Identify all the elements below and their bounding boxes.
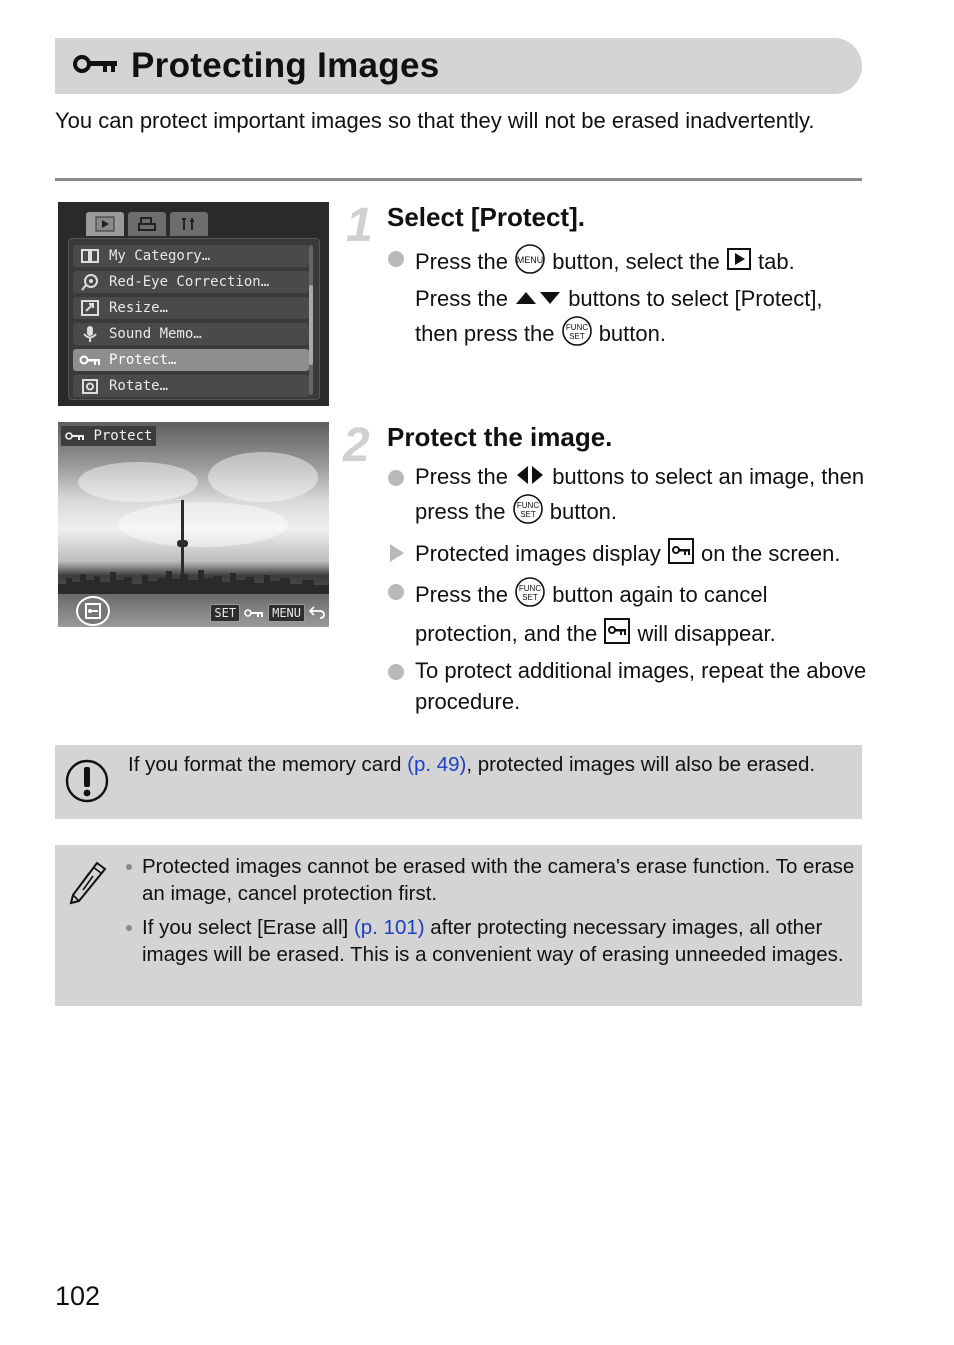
func-set-button-icon [514, 576, 546, 617]
menu-list [68, 238, 320, 400]
svg-text:FUNC: FUNC [518, 584, 542, 594]
red-eye-icon [79, 273, 101, 291]
divider [55, 178, 862, 181]
page-link[interactable]: (p. 101) [353, 916, 425, 939]
memo-item [125, 853, 855, 907]
memo-text: Protected images cannot be erased with the camera's erase function. To erase an image, cancel protection first. [142, 855, 855, 905]
instruction-item [387, 656, 867, 717]
my-category-icon [79, 247, 101, 265]
playback-tab-icon [86, 212, 124, 236]
instruction-text: Press the [415, 582, 508, 608]
instruction-text: button. [598, 321, 666, 346]
menu-item-resize [73, 297, 309, 319]
caution-text [128, 751, 848, 779]
menu-item-label: Sound Memo… [109, 326, 202, 342]
menu-item-label: Protect… [109, 352, 177, 368]
caution-icon [64, 758, 110, 809]
protected-badge-icon [76, 596, 110, 626]
instruction-text: Press the [415, 285, 508, 311]
protected-badge-icon [603, 617, 631, 654]
menu-item-label: Red-Eye Correction… [109, 274, 270, 290]
title-bar [55, 38, 862, 94]
bullet-dot [388, 664, 404, 680]
memo-list [125, 853, 855, 968]
page-link[interactable]: (p. 49) [407, 753, 467, 776]
print-tab-icon [128, 212, 166, 236]
set-hint: SET [210, 604, 240, 622]
instruction-item [387, 462, 867, 534]
instruction-text: To protect additional images, repeat the above procedure. [415, 658, 867, 714]
step-instructions [387, 243, 867, 355]
rotate-icon [79, 377, 101, 395]
instruction-text: Press the [415, 464, 508, 489]
left-right-arrows-icon [514, 463, 546, 494]
menu-button-icon [514, 243, 546, 284]
microphone-icon [79, 325, 101, 343]
menu-hint: MENU [268, 604, 305, 622]
cloud-shape [118, 502, 288, 547]
resize-icon [79, 299, 101, 317]
menu-item-sound-memo [73, 323, 309, 345]
key-icon [73, 53, 119, 80]
up-down-arrows-icon [514, 284, 562, 315]
func-set-button-icon [561, 315, 593, 356]
page-title: Protecting Images [131, 46, 440, 85]
bullet-dot [388, 251, 404, 267]
menu-tabs [86, 212, 208, 236]
instruction-text: Protected images display [415, 541, 661, 566]
instruction-text: tab. [758, 249, 795, 275]
caution-text-part: If you format the memory card [128, 753, 402, 776]
protect-label [61, 426, 156, 446]
instruction-text: button. [549, 499, 618, 525]
settings-tab-icon [170, 212, 208, 236]
intro-text: You can protect important images so that they will not be erased inadvertently. [55, 108, 815, 133]
bullet-dot [126, 925, 132, 931]
protect-label-text: Protect [93, 428, 153, 444]
instruction-text: Press the [415, 249, 508, 275]
instruction-text: on the screen. [701, 541, 841, 566]
menu-item-rotate [73, 375, 309, 397]
instruction-text: button again to cancel protection, and the [415, 582, 768, 646]
memo-text: after protecting necessary images, all other images will be erased. This is a convenient way of erasing unneeded images. [142, 916, 844, 966]
menu-item-label: Rotate… [109, 378, 169, 394]
page-number: 102 [55, 1281, 101, 1311]
instruction-item [387, 243, 867, 284]
cloud-shape [78, 462, 198, 502]
bullet-dot [388, 584, 404, 600]
caution-text-part: , protected images will also be erased. [466, 753, 816, 776]
button-hint-bar [210, 604, 325, 622]
key-icon [79, 351, 101, 369]
cloud-shape [208, 452, 318, 502]
memo-item [125, 914, 855, 968]
menu-item-protect [73, 349, 309, 371]
svg-text:SET: SET [568, 331, 585, 341]
instruction-continuation [387, 284, 867, 356]
menu-item-label: Resize… [109, 300, 169, 316]
step-title: Select [Protect]. [387, 202, 585, 232]
city-skyline [58, 568, 329, 594]
step-number: 2 [343, 419, 370, 472]
step-instructions [387, 462, 867, 717]
camera-menu-screenshot [58, 202, 329, 406]
instruction-item [387, 576, 867, 653]
menu-item-my-category [73, 245, 309, 267]
svg-text:FUNC: FUNC [565, 322, 588, 332]
pencil-icon [67, 857, 109, 910]
svg-text:SET: SET [519, 510, 536, 520]
return-arrow-icon [309, 605, 325, 622]
svg-text:SET: SET [522, 593, 538, 603]
step-title: Protect the image. [387, 422, 613, 452]
instruction-text: buttons to select an image, then press the [415, 464, 865, 525]
svg-text:MENU: MENU [516, 255, 544, 265]
func-set-button-icon [512, 493, 544, 534]
instruction-text: button, select the [552, 249, 720, 275]
memo-text: If you select [Erase all] [142, 916, 349, 939]
menu-item-red-eye [73, 271, 309, 293]
caution-box [55, 745, 862, 819]
playback-tab-icon [726, 247, 752, 280]
instruction-text: buttons to select [Protect], then press the [415, 285, 823, 346]
result-item [387, 537, 867, 574]
camera-protect-screenshot [58, 422, 329, 627]
result-arrow [390, 544, 404, 562]
menu-item-label: My Category… [109, 248, 211, 264]
scrollbar [309, 245, 313, 395]
instruction-text: will disappear. [637, 621, 776, 646]
bullet-dot [126, 864, 132, 870]
tower-pod-shape [177, 540, 188, 547]
protected-badge-icon [667, 537, 695, 574]
key-icon [244, 605, 264, 621]
step-number: 1 [346, 199, 373, 252]
bullet-dot [388, 470, 404, 486]
memo-box [55, 845, 862, 1006]
svg-text:FUNC: FUNC [516, 501, 539, 511]
